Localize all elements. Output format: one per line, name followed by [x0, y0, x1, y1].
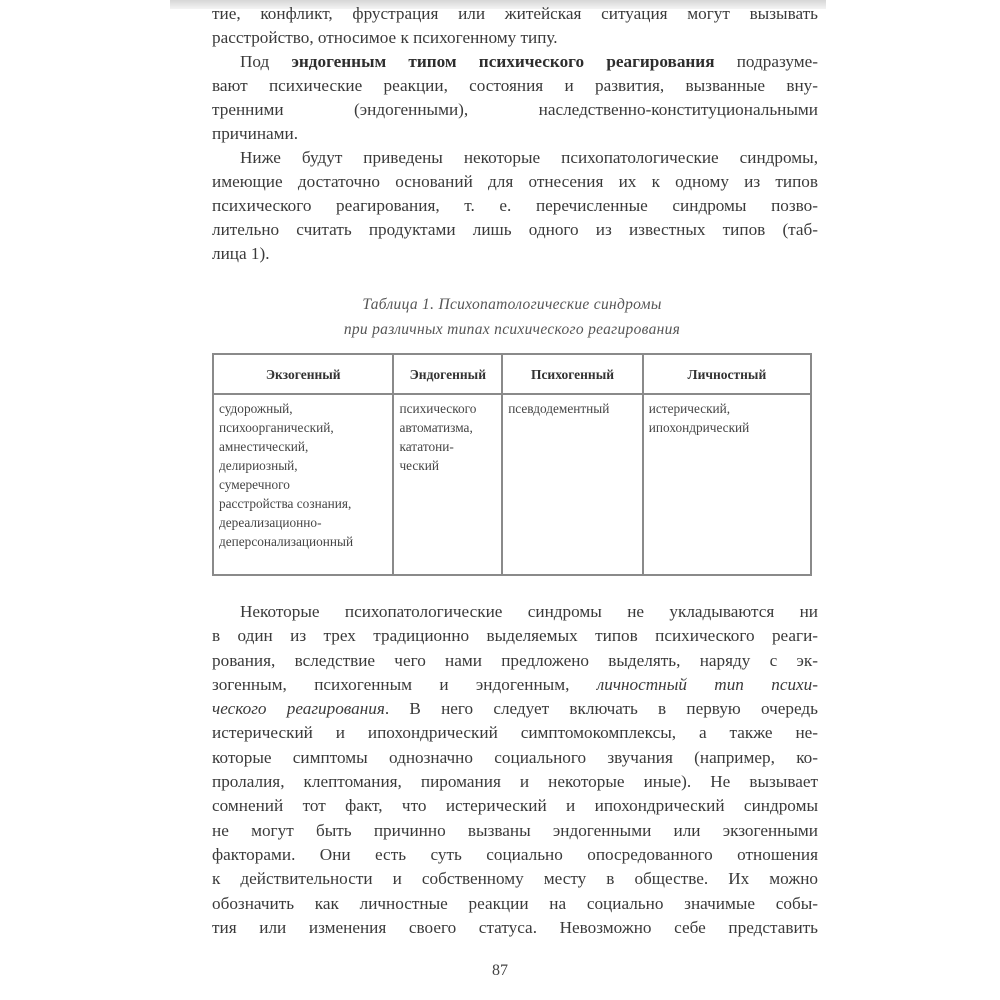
italic-term: личностный тип психи- — [596, 674, 818, 694]
text-line — [212, 746, 818, 770]
text-line — [212, 194, 818, 218]
bold-term: эндогенным типом психического реагирования — [291, 52, 715, 71]
cell-line: дереализационно- — [219, 515, 322, 530]
text-run: не могут быть причинно вызваны эндогенными или экзогенными — [212, 820, 818, 840]
text-line — [212, 122, 818, 146]
text-run: которые симптомы однозначно социального звучания (например, ко- — [212, 747, 818, 767]
text-block-top — [212, 2, 818, 266]
cell-line: автоматизма, — [399, 420, 473, 435]
cell-psychogenic — [502, 394, 643, 575]
text-line — [212, 242, 818, 266]
header-personal: Личностный — [643, 354, 811, 394]
text-run: пролалия, клептомания, пиромания и некоторые иные). Не вызывает — [212, 772, 818, 792]
text-run: обозначить как личностные реакции на социально значимые собы- — [212, 893, 818, 913]
text-run: тие, конфликт, фрустрация или житейская ситуация могут вызывать — [212, 4, 818, 23]
text-line — [212, 892, 818, 916]
text-line — [212, 673, 818, 697]
cell-line: сумеречного — [219, 477, 290, 492]
cell-exogenous — [213, 394, 393, 575]
text-run: в один из трех традиционно выделяемых типов психического реаги- — [212, 626, 818, 646]
text-line — [212, 600, 818, 624]
cell-line: расстройства сознания, — [219, 496, 352, 511]
text-run: сомнений тот факт, что истерический и ипохондрический синдромы — [212, 796, 818, 816]
table-caption-line-1: Таблица 1. Психопатологические синдромы — [362, 296, 662, 313]
table-row — [213, 394, 811, 575]
text-line — [212, 624, 818, 648]
syndromes-table — [212, 353, 812, 576]
text-run: лительно считать продуктами лишь одного из известных типов (таб- — [212, 220, 818, 239]
cell-line: псевдодементный — [508, 401, 610, 416]
text-line — [212, 74, 818, 98]
text-line — [212, 843, 818, 867]
text-run: тия или изменения своего статуса. Невозможно себе представить — [212, 917, 818, 937]
text-run: причинами. — [212, 124, 299, 143]
text-line — [212, 819, 818, 843]
cell-line: делириозный, — [219, 458, 298, 473]
text-line — [212, 2, 818, 26]
table-caption-line-2: при различных типах психического реагирования — [343, 321, 681, 338]
text-run: вают психические реакции, состояния и развития, вызванные вну- — [212, 76, 818, 95]
text-line — [212, 218, 818, 242]
text-run: факторами. Они есть суть социально опосредованного отношения — [212, 844, 818, 864]
cell-line: деперсонализационный — [219, 534, 354, 549]
text-line — [212, 867, 818, 891]
cell-line: судорожный, — [219, 401, 293, 416]
text-line — [212, 98, 818, 122]
text-run: к действительности и собственному месту в обществе. Их можно — [212, 869, 818, 889]
cell-line: ческий — [399, 458, 439, 473]
text-run: подразуме- — [714, 52, 818, 71]
text-line — [212, 916, 818, 940]
text-run: Ниже будут приведены некоторые психопатологические синдромы, — [240, 148, 818, 167]
text-run: расстройство, относимое к психогенному типу. — [212, 28, 558, 47]
cell-line: истерический, — [648, 401, 731, 416]
cell-line: психического — [399, 401, 477, 416]
text-run: . В него следует включать в первую очередь — [384, 699, 818, 719]
text-run: психического реагирования, т. е. перечисленные синдромы позво- — [212, 196, 818, 215]
cell-endogenous — [393, 394, 502, 575]
text-block-bottom — [212, 600, 818, 940]
italic-term: ческого реагирования — [212, 699, 385, 719]
text-line — [212, 770, 818, 794]
text-run: имеющие достаточно оснований для отнесения их к одному из типов — [212, 172, 818, 191]
text-run: зогенным, психогенным и эндогенным, — [212, 674, 597, 694]
header-psychogenic: Психогенный — [502, 354, 643, 394]
header-endogenous: Эндогенный — [393, 354, 502, 394]
cell-line: амнестический, — [219, 439, 309, 454]
text-line — [212, 649, 818, 673]
cell-line: ипохондрический — [648, 420, 750, 435]
cell-personal — [643, 394, 811, 575]
table-header-row — [213, 354, 811, 394]
cell-line: психоорганический, — [219, 420, 334, 435]
text-line — [212, 146, 818, 170]
text-line — [212, 697, 818, 721]
page-number: 87 — [492, 962, 508, 979]
text-run: Некоторые психопатологические синдромы не укладываются ни — [240, 602, 818, 621]
text-run: истерический и ипохондрический симптомокомплексы, а также не- — [212, 723, 818, 743]
text-line — [212, 794, 818, 818]
text-line — [212, 50, 818, 74]
text-line — [212, 26, 818, 50]
text-run: Под — [240, 52, 292, 71]
cell-line: кататони- — [399, 439, 454, 454]
text-run: лица 1). — [212, 244, 270, 263]
text-run: тренними (эндогенными), наследственно-конституциональными — [212, 100, 818, 119]
text-line — [212, 170, 818, 194]
text-run: рования, вследствие чего нами предложено выделять, наряду с эк- — [212, 650, 818, 670]
header-exogenous: Экзогенный — [213, 354, 393, 394]
text-line — [212, 721, 818, 745]
